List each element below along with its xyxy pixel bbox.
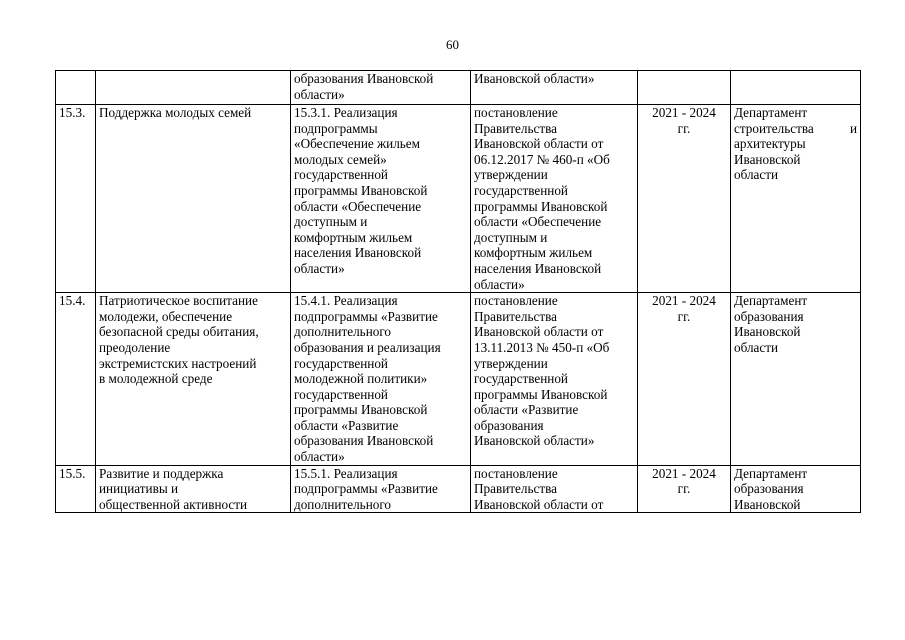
cell-line: гг.: [677, 481, 691, 497]
cell-line: «Обеспечение жильем: [294, 136, 420, 152]
cell-line: Ивановской области от: [474, 496, 604, 512]
cell-line: Департамент: [734, 105, 808, 120]
cell-line: Департамент: [734, 293, 808, 309]
cell-line: дополнительного: [294, 324, 392, 340]
cell-line: [734, 121, 857, 137]
cell-number-text: 15.3.: [59, 105, 86, 120]
cell-line: программы Ивановской: [294, 402, 428, 418]
cell-name: [96, 105, 291, 293]
cell-period: [638, 105, 731, 293]
cell-line: утверждении: [474, 167, 548, 183]
cell-line: 2021 - 2024: [652, 465, 716, 481]
cell-line: области «Развитие: [474, 402, 579, 418]
cell-line: общественной активности: [99, 496, 248, 512]
cell-line: комфортным жильем: [294, 229, 413, 245]
cell-executor: [731, 293, 861, 466]
cell-line: Ивановской области»: [474, 433, 595, 449]
cell-line: Развитие и поддержка: [99, 465, 224, 481]
cell-executor: [731, 105, 861, 293]
cell-line: подпрограммы: [294, 120, 378, 136]
table-body: [56, 71, 861, 513]
cell-mechanism: [291, 465, 471, 513]
cell-line: Ивановской области»: [474, 71, 595, 86]
cell-line: образования Ивановской: [294, 433, 434, 449]
cell-line: гг.: [677, 120, 691, 136]
cell-line: гг.: [677, 308, 691, 324]
cell-line: образования Ивановской: [294, 71, 434, 86]
cell-line: 15.5.1. Реализация: [294, 465, 398, 481]
cell-line: постановление: [474, 465, 558, 481]
cell-number: [56, 71, 96, 105]
cell-document: [471, 465, 638, 513]
cell-line: Ивановской: [734, 324, 801, 340]
cell-word: строительства: [734, 120, 814, 136]
cell-line: государственной: [474, 182, 568, 198]
cell-period: [638, 71, 731, 105]
page-number: 60: [446, 37, 459, 52]
cell-line: программы Ивановской: [294, 182, 428, 198]
cell-name: [96, 465, 291, 513]
table-row: [56, 465, 861, 513]
cell-line: 2021 - 2024: [652, 105, 716, 120]
cell-mechanism: [291, 293, 471, 466]
cell-document: [471, 293, 638, 466]
cell-line: Ивановской: [734, 496, 801, 512]
measures-table: [55, 70, 861, 513]
cell-line: Правительства: [474, 120, 557, 136]
cell-name: [96, 71, 291, 105]
cell-line: постановление: [474, 105, 558, 120]
cell-line: образования и реализация: [294, 339, 441, 355]
cell-line: экстремистских настроений: [99, 355, 257, 371]
cell-line: программы Ивановской: [474, 198, 608, 214]
cell-line: образования: [734, 481, 804, 497]
cell-line: 13.11.2013 № 450-п «Об: [474, 339, 610, 355]
cell-line: 15.4.1. Реализация: [294, 293, 398, 309]
cell-line: области «Развитие: [294, 417, 399, 433]
table-row: [56, 71, 861, 105]
cell-document: [471, 105, 638, 293]
cell-line: Поддержка молодых семей: [99, 105, 252, 120]
cell-line: подпрограммы «Развитие: [294, 308, 438, 324]
table-row: [56, 105, 861, 293]
cell-line: области: [734, 339, 779, 355]
cell-line: преодоление: [99, 339, 171, 355]
cell-line: области: [734, 167, 779, 183]
cell-line: молодежной политики»: [294, 371, 428, 387]
cell-line: Департамент: [734, 465, 808, 481]
cell-mechanism: [291, 71, 471, 105]
cell-line: Правительства: [474, 481, 557, 497]
cell-line: 2021 - 2024: [652, 293, 716, 309]
cell-line: области»: [294, 449, 345, 465]
cell-line: области»: [294, 260, 345, 276]
cell-name: [96, 293, 291, 466]
cell-line: населения Ивановской: [474, 260, 602, 276]
cell-number: [56, 105, 96, 293]
cell-line: комфортным жильем: [474, 245, 593, 261]
cell-line: 06.12.2017 № 460-п «Об: [474, 151, 610, 167]
cell-document: [471, 71, 638, 105]
cell-period: [638, 293, 731, 466]
cell-line: области «Обеспечение: [474, 214, 602, 230]
cell-line: Патриотическое воспитание: [99, 293, 258, 309]
cell-line: дополнительного: [294, 496, 392, 512]
cell-line: постановление: [474, 293, 558, 309]
cell-line: Ивановской области от: [474, 324, 604, 340]
cell-executor: [731, 465, 861, 513]
cell-line: безопасной среды обитания,: [99, 324, 259, 340]
cell-line: образования: [474, 417, 544, 433]
cell-line: 15.3.1. Реализация: [294, 105, 398, 120]
cell-line: государственной: [294, 167, 388, 183]
cell-line: молодых семей»: [294, 151, 387, 167]
cell-line: области «Обеспечение: [294, 198, 422, 214]
cell-line: населения Ивановской: [294, 245, 422, 261]
cell-line: государственной: [294, 355, 388, 371]
cell-executor: [731, 71, 861, 105]
cell-number: [56, 293, 96, 466]
cell-line: в молодежной среде: [99, 371, 213, 387]
cell-number-text: 15.5.: [59, 465, 86, 481]
cell-mechanism: [291, 105, 471, 293]
cell-line: Правительства: [474, 308, 557, 324]
cell-line: Ивановской области от: [474, 136, 604, 152]
cell-line: доступным и: [294, 214, 368, 230]
cell-line: Ивановской: [734, 151, 801, 167]
cell-line: области»: [474, 276, 525, 292]
cell-period: [638, 465, 731, 513]
cell-line: архитектуры: [734, 136, 806, 152]
cell-line: государственной: [474, 371, 568, 387]
cell-number: [56, 465, 96, 513]
cell-line: программы Ивановской: [474, 386, 608, 402]
cell-word: и: [849, 120, 857, 136]
cell-line: утверждении: [474, 355, 548, 371]
table-row: [56, 293, 861, 466]
cell-line: доступным и: [474, 229, 548, 245]
cell-line: государственной: [294, 386, 388, 402]
cell-line: подпрограммы «Развитие: [294, 481, 438, 497]
cell-line: молодежи, обеспечение: [99, 308, 233, 324]
cell-line: инициативы и: [99, 481, 179, 497]
cell-number-text: 15.4.: [59, 293, 86, 309]
cell-line: образования: [734, 308, 804, 324]
cell-line: области»: [294, 86, 345, 102]
